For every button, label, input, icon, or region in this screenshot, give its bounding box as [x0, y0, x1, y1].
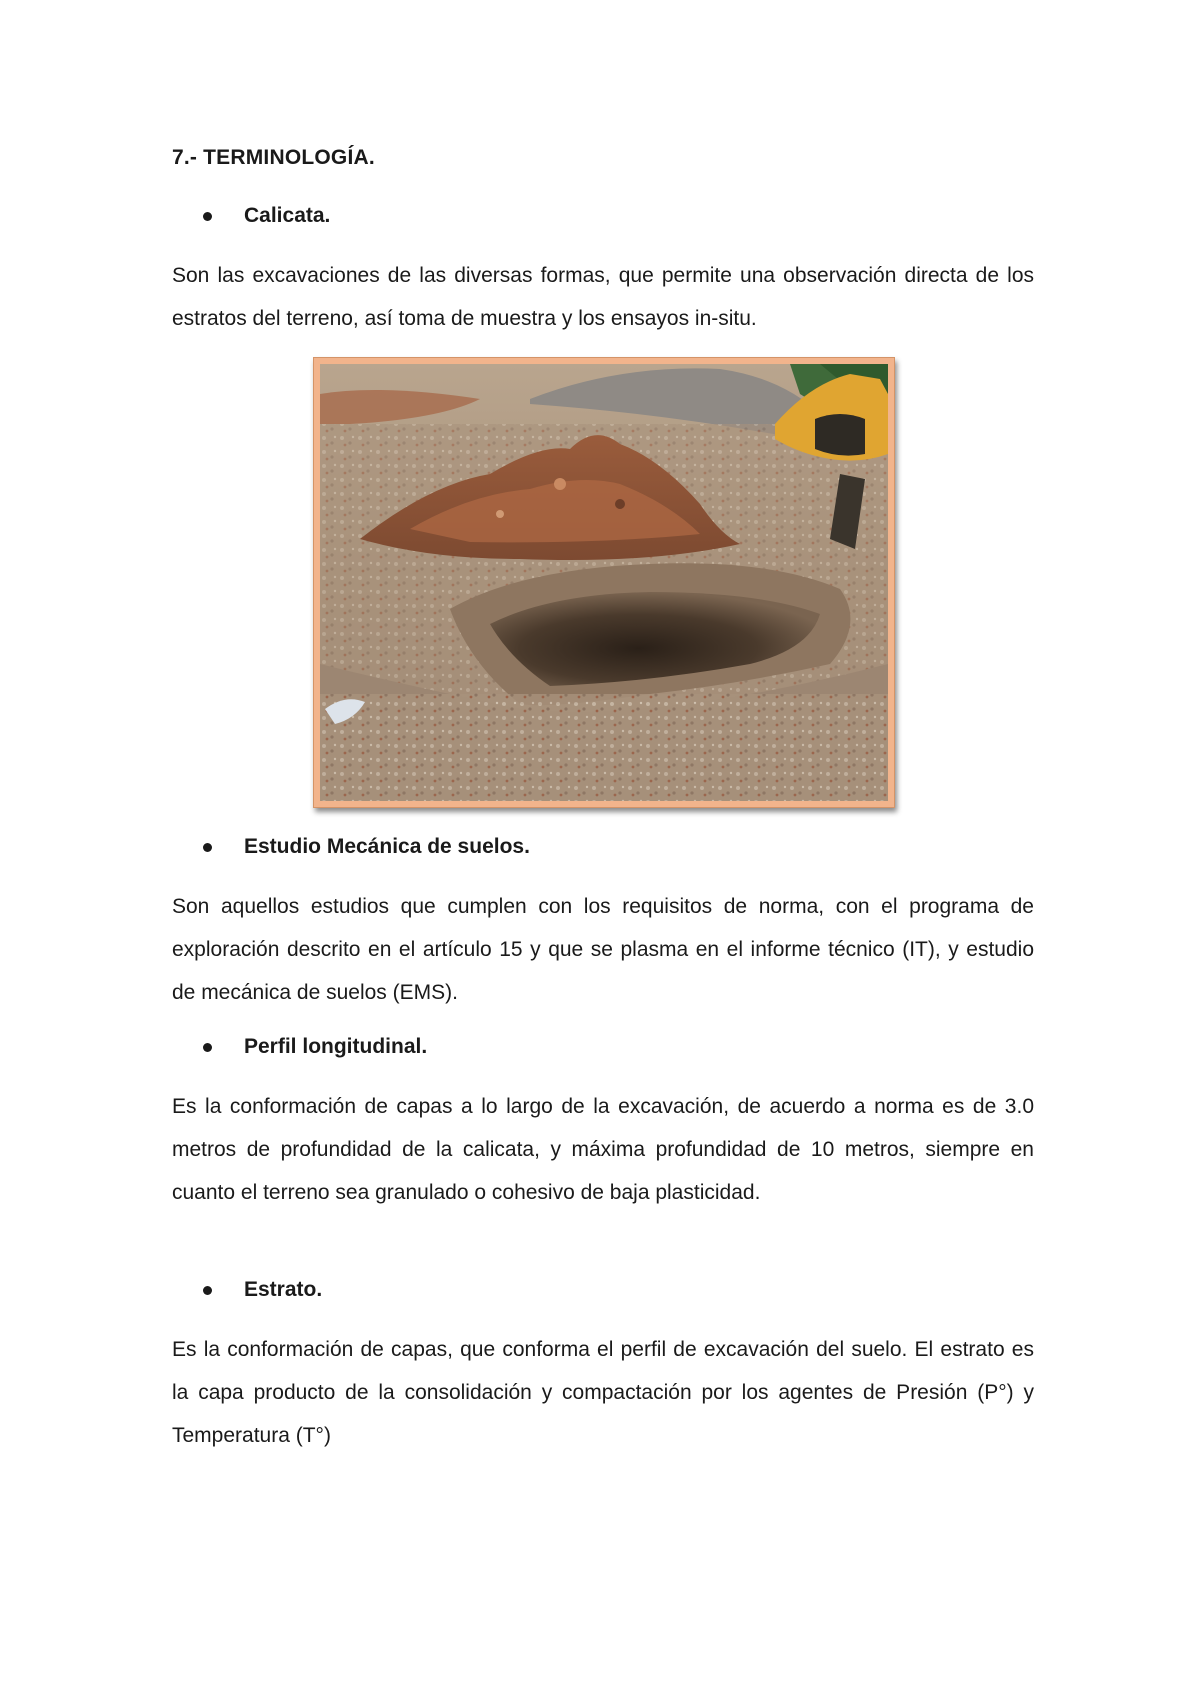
bullet-icon: [203, 1043, 212, 1052]
term-estrato-heading: [203, 1275, 322, 1305]
bullet-icon: [203, 1286, 212, 1295]
term-perfil-longitudinal-description: Es la conformación de capas a lo largo de la excavación, de acuerdo a norma es de 3.0 metros de profundidad de la calicata, y máxima profundidad de 10 metros, siempre en cuanto el terreno sea granulado o cohesivo de baja plasticidad.: [172, 1095, 1034, 1204]
term-label: Estrato.: [244, 1278, 323, 1301]
term-estudio-mecanica-description: Son aquellos estudios que cumplen con los requisitos de norma, con el programa de exploración descrito en el artículo 15 y que se plasma en el informe técnico (IT), y estudio de mecánica de suelos (EMS).: [172, 895, 1034, 1004]
term-calicata-heading: [203, 201, 330, 231]
bullet-icon: [203, 212, 212, 221]
term-label: Estudio Mecánica de suelos.: [244, 835, 530, 858]
term-estudio-mecanica-heading: [203, 832, 530, 862]
term-perfil-longitudinal-heading: [203, 1032, 427, 1062]
bullet-icon: [203, 843, 212, 852]
term-label: Perfil longitudinal.: [244, 1035, 428, 1058]
calicata-photo: [313, 357, 895, 808]
section-heading: 7.- TERMINOLOGÍA.: [172, 146, 375, 169]
term-label: Calicata.: [244, 204, 331, 227]
excavation-pit-image: [320, 364, 888, 801]
term-calicata-description: Son las excavaciones de las diversas formas, que permite una observación directa de los estratos del terreno, así toma de muestra y los ensayos in-situ.: [172, 264, 1034, 330]
term-estrato-description: Es la conformación de capas, que conforma el perfil de excavación del suelo. El estrato es la capa producto de la consolidación y compactación por los agentes de Presión (P°) y Temperatura (T°): [172, 1338, 1034, 1447]
